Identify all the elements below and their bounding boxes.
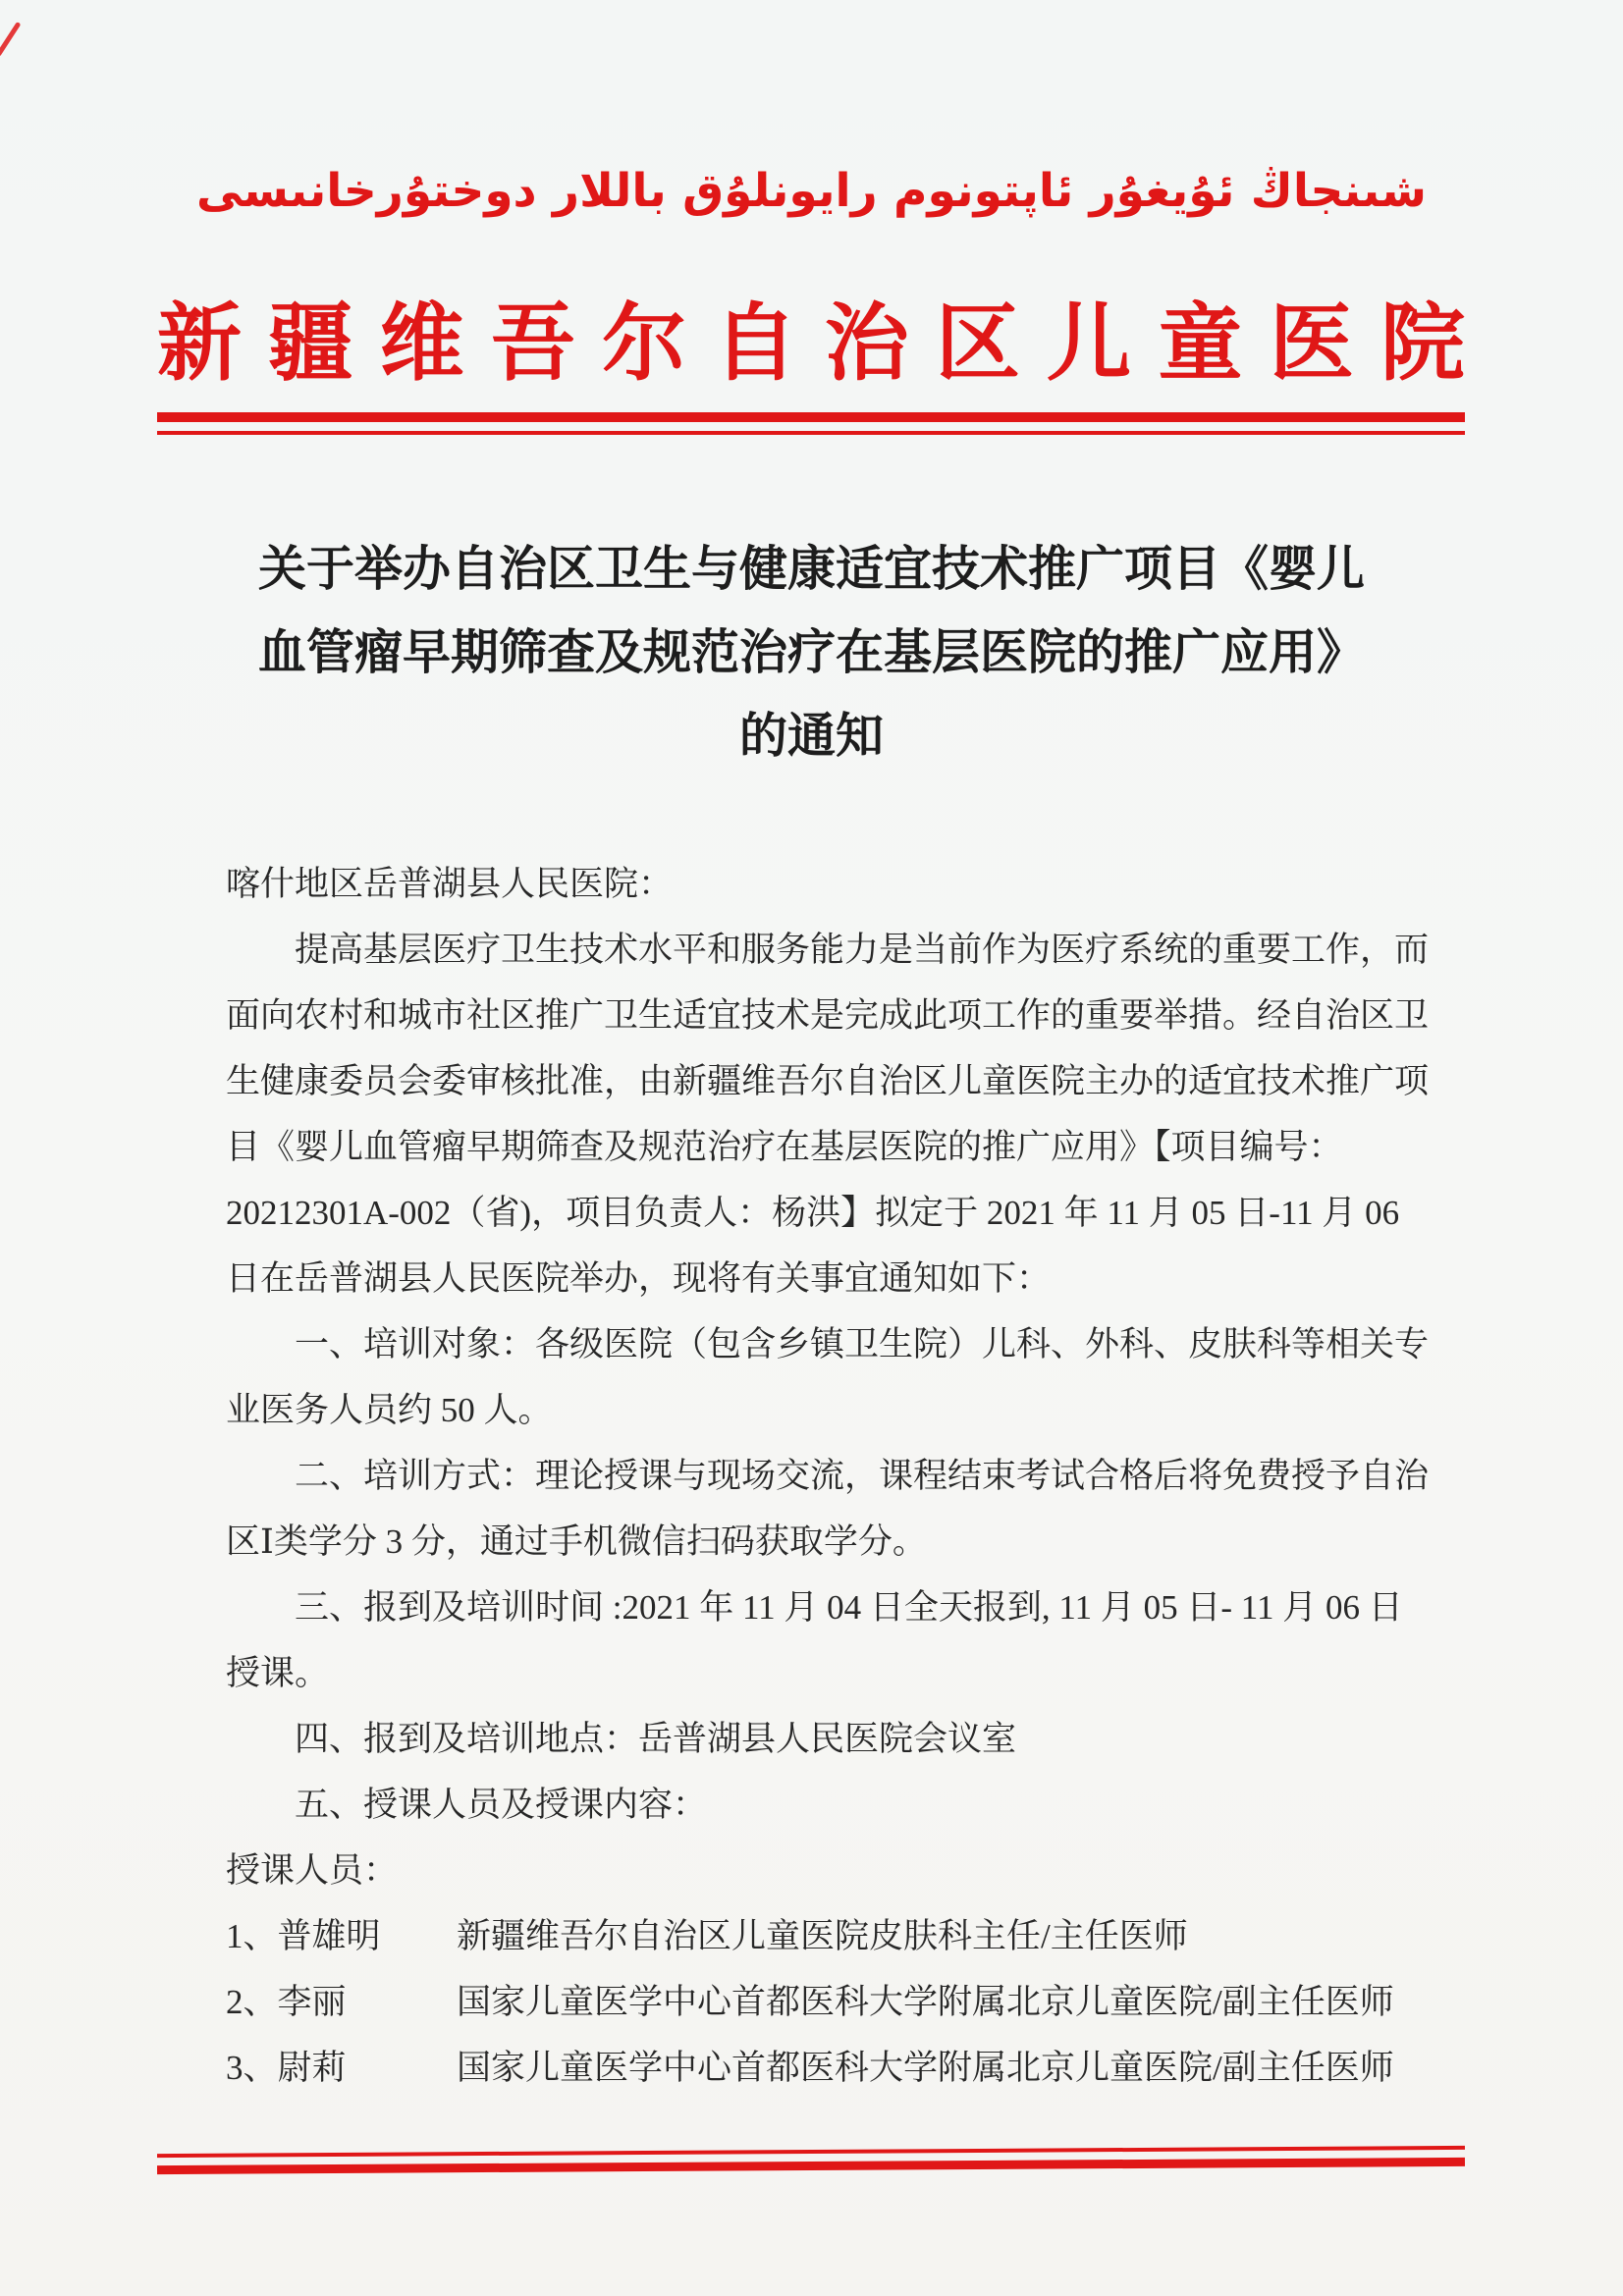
section-1-line: 一、培训对象：各级医院（包含乡镇卫生院）儿科、外科、皮肤科等相关专 (295, 1325, 1430, 1363)
section-2-line: 区Ⅰ类学分 3 分，通过手机微信扫码获取学分。 (226, 1522, 927, 1561)
section-3-line: 三、报到及培训时间 :2021 年 11 月 04 日全天报到, 11 月 05 日- 11 月 06 日 (295, 1588, 1403, 1627)
lecturer-row (226, 1969, 1394, 2035)
lecturer-row (226, 1903, 1389, 1969)
lecturer-affiliation: 新疆维吾尔自治区儿童医院皮肤科主任/主任医师 (457, 1917, 1188, 1955)
hospital-name-chinese: 新疆维吾尔自治区儿童医院 (157, 296, 1465, 391)
lecturer-name: 3、尉莉 (226, 2049, 347, 2087)
body-line: 日在岳普湖县人民医院举办，现将有关事宜通知如下： (226, 1259, 1052, 1298)
lecturer-affiliation: 国家儿童医学中心首都医科大学附属北京儿童医院/副主任医师 (457, 2049, 1394, 2087)
lecturer-row (226, 2035, 1394, 2101)
body-line: 提高基层医疗卫生技术水平和服务能力是当前作为医疗系统的重要工作，而 (295, 931, 1430, 969)
footer-rule-thin (157, 2146, 1465, 2158)
body-line: 生健康委员会委审核批准，由新疆维吾尔自治区儿童医院主办的适宜技术推广项 (226, 1062, 1430, 1100)
lecturer-affiliation: 国家儿童医学中心首都医科大学附属北京儿童医院/副主任医师 (457, 1983, 1394, 2021)
notice-title-line: 关于举办自治区卫生与健康适宜技术推广项目《婴儿 (257, 543, 1365, 596)
notice-body (226, 851, 1430, 2101)
lecturer-name: 1、普雄明 (226, 1917, 381, 1955)
body-line: 20212301A-002（省)，项目负责人：杨洪】拟定于 2021 年 11 月 05 日-11 月 06 (226, 1194, 1400, 1232)
notice-title (0, 528, 1623, 778)
body-line: 目《婴儿血管瘤早期筛查及规范治疗在基层医院的推广应用》【项目编号： (226, 1128, 1343, 1166)
lecturers-label: 授课人员： (226, 1851, 399, 1890)
section-3-line: 授课。 (226, 1654, 330, 1692)
letterhead (0, 0, 1623, 435)
notice-title-line: 血管瘤早期筛查及规范治疗在基层医院的推广应用》 (257, 626, 1365, 679)
hospital-name-uyghur: شىنجاڭ ئۇيغۇر ئاپتونوم رايونلۇق باللار دوختۇرخانىسى (196, 164, 1427, 218)
section-4-line: 四、报到及培训地点：岳普湖县人民医院会议室 (295, 1720, 1017, 1758)
section-1-line: 业医务人员约 50 人。 (226, 1391, 553, 1429)
footer (0, 2150, 1623, 2170)
body-line: 面向农村和城市社区推广卫生适宜技术是完成此项工作的重要举措。经自治区卫 (226, 996, 1430, 1035)
section-5-line: 五、授课人员及授课内容： (295, 1786, 708, 1824)
notice-title-line: 的通知 (738, 710, 884, 763)
footer-rule-thick (157, 2158, 1465, 2174)
letterhead-rule-thin (157, 431, 1465, 435)
section-2-line: 二、培训方式：理论授课与现场交流，课程结束考试合格后将免费授予自治 (295, 1457, 1430, 1495)
letterhead-rule-thick (157, 412, 1465, 422)
recipient-line: 喀什地区岳普湖县人民医院： (226, 865, 674, 903)
lecturer-name: 2、李丽 (226, 1983, 347, 2021)
